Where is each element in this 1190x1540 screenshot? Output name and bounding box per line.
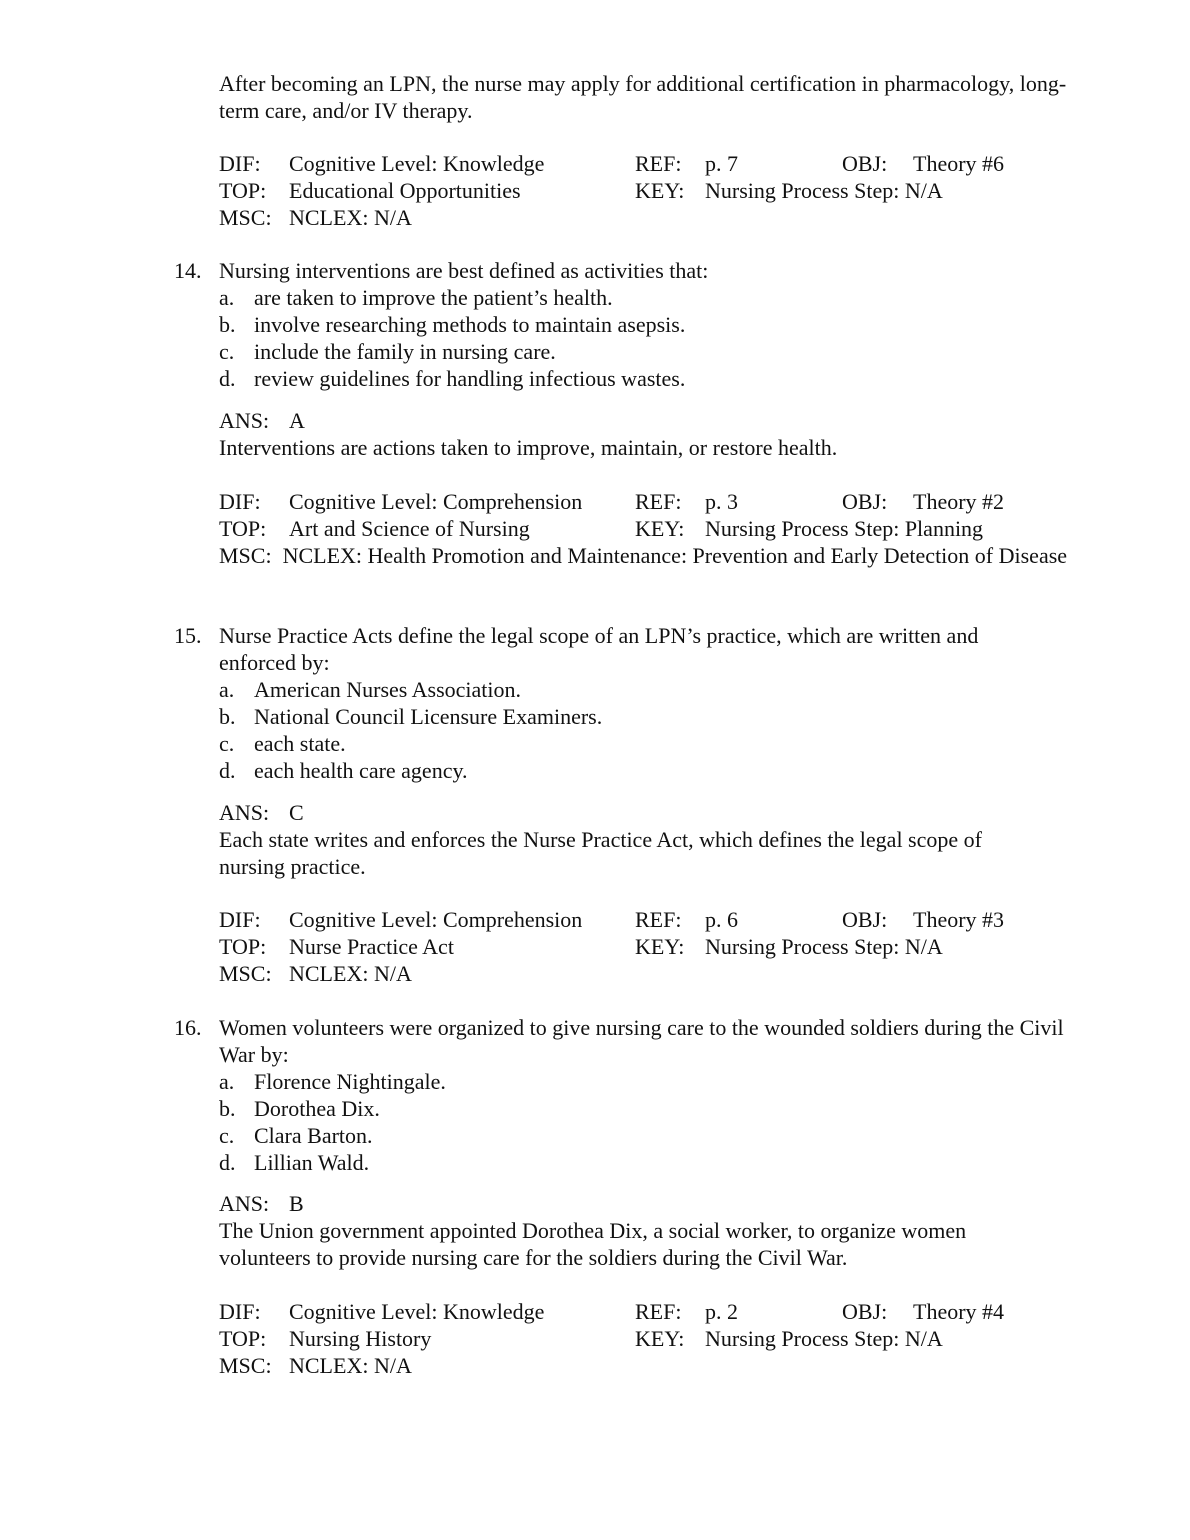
answer-row: [219, 407, 1079, 434]
option-text: Dorothea Dix.: [254, 1096, 380, 1121]
ref-label: REF:: [635, 489, 682, 514]
obj-label: OBJ:: [842, 1299, 888, 1324]
option-letter: a.: [219, 1069, 235, 1094]
key-label: KEY:: [635, 934, 685, 959]
question-number: 16.: [174, 1015, 202, 1040]
top-label: TOP:: [219, 1326, 267, 1351]
key-value: Nursing Process Step: Planning: [705, 516, 984, 541]
msc-label: MSC:: [219, 543, 272, 568]
dif-label: DIF:: [219, 151, 261, 176]
obj-label: OBJ:: [842, 907, 888, 932]
option-text: American Nurses Association.: [254, 677, 521, 702]
ans-value: B: [289, 1191, 304, 1216]
option-letter: b.: [219, 704, 236, 729]
option-letter: d.: [219, 758, 236, 783]
dif-label: DIF:: [219, 1299, 261, 1324]
top-label: TOP:: [219, 516, 267, 541]
answer-rationale: The Union government appointed Dorothea Dix, a social worker, to organize women volunteers to provide nursing care for the soldiers during the Civil War.: [219, 1218, 967, 1270]
option-text: involve researching methods to maintain asepsis.: [254, 312, 686, 337]
question-number: 15.: [174, 623, 202, 648]
option-d: [219, 1149, 1074, 1176]
option-letter: b.: [219, 312, 236, 337]
meta-row-msc: [219, 960, 1079, 987]
meta-row-dif: [219, 906, 1079, 933]
option-b: [219, 1095, 1074, 1122]
key-label: KEY:: [635, 1326, 685, 1351]
obj-label: OBJ:: [842, 151, 888, 176]
answer-rationale: Each state writes and enforces the Nurse Practice Act, which defines the legal scope of nursing practice.: [219, 827, 982, 879]
meta-14: [219, 488, 1079, 569]
top-value: Art and Science of Nursing: [289, 516, 530, 541]
option-text: National Council Licensure Examiners.: [254, 704, 603, 729]
obj-value: Theory #2: [913, 489, 1005, 514]
key-label: KEY:: [635, 178, 685, 203]
meta-row-msc: [219, 1352, 1079, 1379]
msc-label: MSC:: [219, 205, 272, 230]
ans-value: A: [289, 408, 305, 433]
question-15: [174, 622, 1074, 784]
msc-value: NCLEX: N/A: [289, 205, 412, 230]
ref-label: REF:: [635, 907, 682, 932]
option-b: [219, 311, 1074, 338]
meta-row-dif: [219, 488, 1079, 515]
obj-value: Theory #3: [913, 907, 1005, 932]
option-letter: d.: [219, 366, 236, 391]
option-a: [219, 676, 1074, 703]
top-label: TOP:: [219, 178, 267, 203]
option-c: [219, 338, 1074, 365]
msc-label: MSC:: [219, 961, 272, 986]
meta-15: [219, 906, 1079, 987]
meta-row-top: [219, 1325, 1079, 1352]
dif-label: DIF:: [219, 907, 261, 932]
obj-value: Theory #6: [913, 151, 1005, 176]
ref-label: REF:: [635, 151, 682, 176]
option-a: [219, 1068, 1074, 1095]
option-text: Florence Nightingale.: [254, 1069, 446, 1094]
msc-value: NCLEX: N/A: [289, 1353, 412, 1378]
answer-15: [219, 799, 1049, 880]
meta-row-dif: [219, 150, 1079, 177]
intro-meta: [219, 150, 1079, 231]
intro-section: [219, 70, 1079, 124]
dif-label: DIF:: [219, 489, 261, 514]
obj-value: Theory #4: [913, 1299, 1005, 1324]
dif-value: Cognitive Level: Knowledge: [289, 151, 545, 176]
question-14: [174, 257, 1074, 392]
option-letter: d.: [219, 1150, 236, 1175]
option-text: each state.: [254, 731, 346, 756]
option-c: [219, 730, 1074, 757]
ans-label: ANS:: [219, 408, 270, 433]
answer-rationale: Interventions are actions taken to improve, maintain, or restore health.: [219, 435, 838, 460]
msc-label: MSC:: [219, 1353, 272, 1378]
option-b: [219, 703, 1074, 730]
answer-14: [219, 407, 1079, 461]
intro-rationale: After becoming an LPN, the nurse may apply for additional certification in pharmacology, long-term care, and/or IV therapy.: [219, 71, 1067, 123]
top-label: TOP:: [219, 934, 267, 959]
ref-value: p. 7: [705, 151, 738, 176]
meta-row-top: [219, 177, 1079, 204]
option-letter: b.: [219, 1096, 236, 1121]
top-value: Educational Opportunities: [289, 178, 521, 203]
question-stem: Nursing interventions are best defined as activities that:: [219, 258, 709, 283]
option-letter: a.: [219, 677, 235, 702]
answer-row: [219, 1190, 1029, 1217]
meta-row-msc: [219, 542, 1079, 569]
ans-label: ANS:: [219, 800, 270, 825]
key-value: Nursing Process Step: N/A: [705, 934, 943, 959]
meta-16: [219, 1298, 1079, 1379]
dif-value: Cognitive Level: Comprehension: [289, 489, 583, 514]
top-value: Nursing History: [289, 1326, 432, 1351]
option-c: [219, 1122, 1074, 1149]
ans-value: C: [289, 800, 304, 825]
dif-value: Cognitive Level: Comprehension: [289, 907, 583, 932]
answer-16: [219, 1190, 1029, 1271]
dif-value: Cognitive Level: Knowledge: [289, 1299, 545, 1324]
option-letter: c.: [219, 731, 235, 756]
option-letter: a.: [219, 285, 235, 310]
option-text: review guidelines for handling infectious wastes.: [254, 366, 686, 391]
obj-label: OBJ:: [842, 489, 888, 514]
ref-value: p. 3: [705, 489, 738, 514]
option-letter: c.: [219, 339, 235, 364]
ref-value: p. 6: [705, 907, 738, 932]
meta-row-dif: [219, 1298, 1079, 1325]
option-text: Lillian Wald.: [254, 1150, 370, 1175]
ref-value: p. 2: [705, 1299, 738, 1324]
meta-row-msc: [219, 204, 1079, 231]
question-number: 14.: [174, 258, 202, 283]
ans-label: ANS:: [219, 1191, 270, 1216]
option-text: Clara Barton.: [254, 1123, 373, 1148]
option-d: [219, 365, 1074, 392]
question-stem: Nurse Practice Acts define the legal scope of an LPN’s practice, which are written and enforced by:: [219, 623, 979, 675]
option-d: [219, 757, 1074, 784]
key-value: Nursing Process Step: N/A: [705, 1326, 943, 1351]
answer-row: [219, 799, 1049, 826]
question-16: [174, 1014, 1074, 1176]
question-stem: Women volunteers were organized to give nursing care to the wounded soldiers during the Civil War by:: [219, 1015, 1064, 1067]
msc-value: NCLEX: Health Promotion and Maintenance: Prevention and Early Detection of Disease: [282, 543, 1068, 568]
meta-row-top: [219, 515, 1079, 542]
ref-label: REF:: [635, 1299, 682, 1324]
option-text: each health care agency.: [254, 758, 468, 783]
option-letter: c.: [219, 1123, 235, 1148]
msc-value: NCLEX: N/A: [289, 961, 412, 986]
key-value: Nursing Process Step: N/A: [705, 178, 943, 203]
option-a: [219, 284, 1074, 311]
option-text: are taken to improve the patient’s health.: [254, 285, 613, 310]
meta-row-top: [219, 933, 1079, 960]
key-label: KEY:: [635, 516, 685, 541]
top-value: Nurse Practice Act: [289, 934, 454, 959]
option-text: include the family in nursing care.: [254, 339, 556, 364]
